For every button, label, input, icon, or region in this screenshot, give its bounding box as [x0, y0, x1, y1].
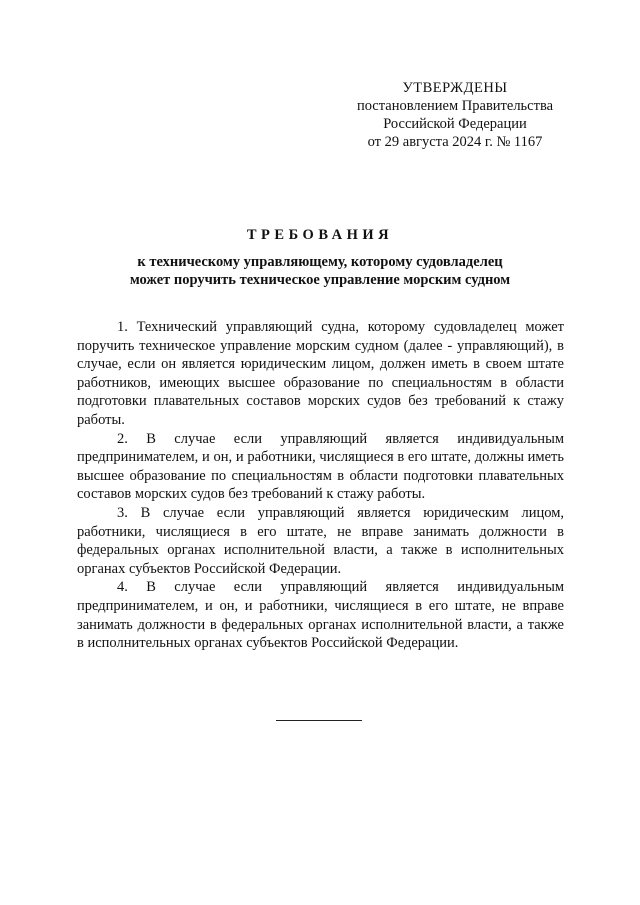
document-subtitle-line-1: к техническому управляющему, которому судовладелец — [137, 254, 503, 270]
paragraph-3: 3. В случае если управляющий является юридическим лицом, работники, числящиеся в его штате, не вправе занимать должности в федеральных органах исполнительной власти, а также в исполнительных органах субъектов Российской Федерации. — [77, 504, 564, 577]
paragraph-1: 1. Технический управляющий судна, которому судовладелец может поручить техническое управление морским судном (далее - управляющий), в случае, если он является юридическим лицом, должен иметь в своем штате работников, имеющих высшее образование по специальностям в области подготовки плавательных составов морских судов без требований к стажу работы. — [77, 319, 564, 428]
document-title-block — [60, 226, 580, 289]
paragraph-4: 4. В случае если управляющий является индивидуальным предпринимателем, и он, и работники, числящиеся в его штате, не вправе занимать должности в федеральных органах исполнительной власти, а также в исполнительных органах субъектов Российской Федерации. — [77, 579, 564, 652]
end-divider — [276, 720, 362, 721]
approval-heading: УТВЕРЖДЕНЫ — [402, 80, 508, 96]
paragraph-2: 2. В случае если управляющий является индивидуальным предпринимателем, и он, и работники, числящиеся в его штате, должны иметь высшее образование по специальностям в области подготовки плавательных составов морских судов без требований к стажу работы. — [77, 430, 564, 503]
document-title: ТРЕБОВАНИЯ — [246, 227, 394, 243]
approval-line-2: Российской Федерации — [383, 116, 527, 132]
approval-stamp — [340, 79, 570, 151]
document-body — [77, 318, 564, 653]
approval-line-3: от 29 августа 2024 г. № 1167 — [367, 134, 543, 150]
document-subtitle-line-2: может поручить техническое управление морским судном — [129, 272, 511, 288]
approval-line-1: постановлением Правительства — [356, 98, 554, 114]
